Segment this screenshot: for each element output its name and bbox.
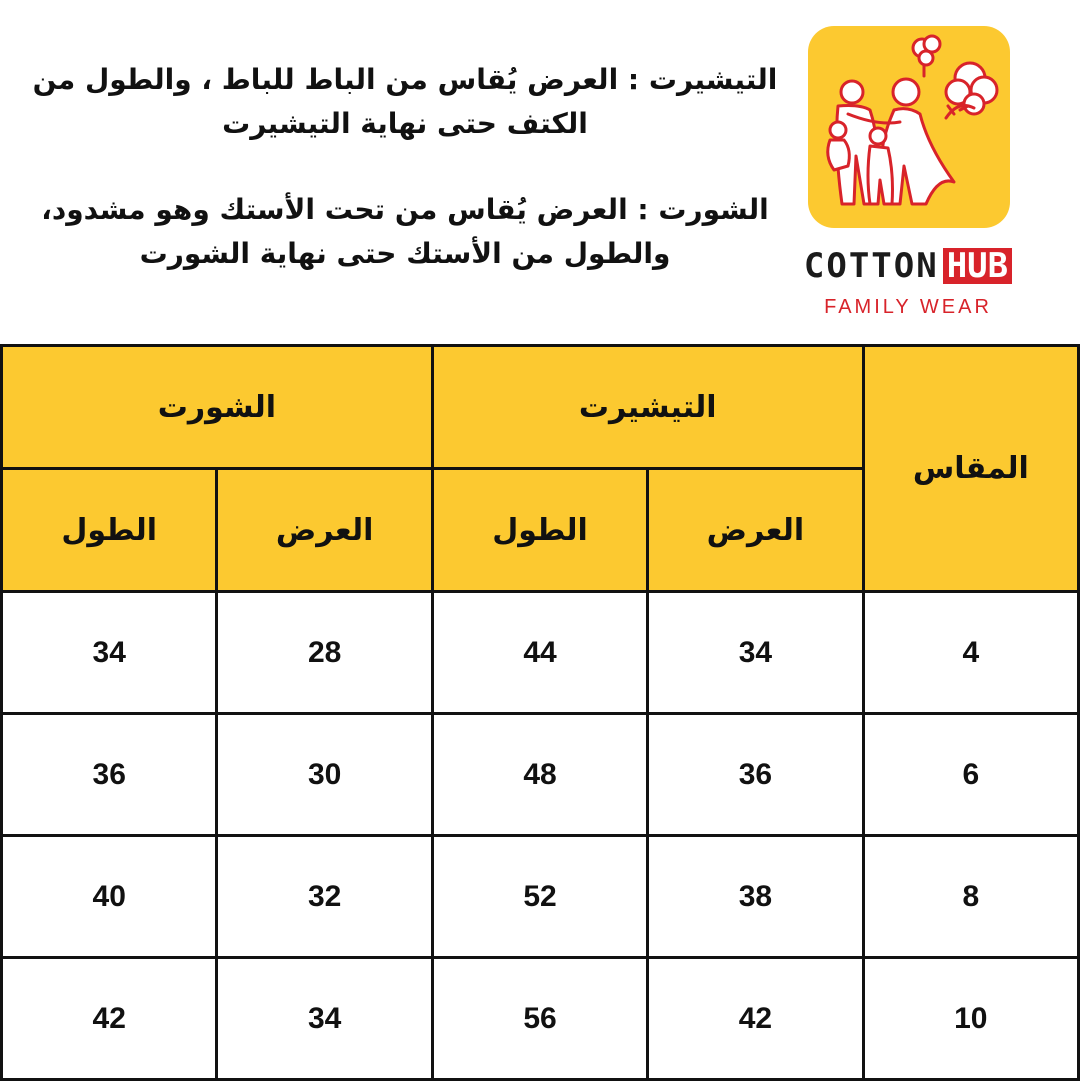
tshirt-length-header: الطول (432, 469, 647, 592)
table-row (2, 958, 1079, 1080)
shorts-measure-note: الشورت : العرض يُقاس من تحت الأستك وهو مشدود، والطول من الأستك حتى نهاية الشورت (41, 193, 769, 270)
tshirt-length-cell: 56 (432, 958, 647, 1080)
family-with-cotton-flower-icon (808, 26, 1010, 228)
size-cell: 8 (863, 836, 1078, 958)
shorts-width-header: العرض (217, 469, 432, 592)
shorts-group-header: الشورت (2, 346, 433, 469)
logo-badge (808, 26, 1010, 228)
size-column-header: المقاس (863, 346, 1078, 592)
tshirt-width-header: العرض (648, 469, 863, 592)
size-chart-table (0, 344, 1080, 1081)
cotton-hub-logo (790, 24, 1026, 324)
shorts-width-cell: 28 (217, 592, 432, 714)
brand-tagline: FAMILY WEAR (824, 296, 992, 318)
shorts-width-cell: 30 (217, 714, 432, 836)
tshirt-measure-note: التيشيرت : العرض يُقاس من الباط للباط ، والطول من الكتف حتى نهاية التيشيرت (32, 63, 778, 140)
shorts-length-cell: 40 (2, 836, 217, 958)
brand-name (790, 246, 1026, 286)
size-cell: 10 (863, 958, 1078, 1080)
size-cell: 4 (863, 592, 1078, 714)
table-header-row (2, 346, 1079, 469)
tshirt-width-cell: 42 (648, 958, 863, 1080)
shorts-length-header: الطول (2, 469, 217, 592)
table-row (2, 592, 1079, 714)
table-row (2, 714, 1079, 836)
tshirt-width-cell: 34 (648, 592, 863, 714)
tshirt-group-header: التيشيرت (432, 346, 863, 469)
shorts-length-cell: 36 (2, 714, 217, 836)
shorts-length-cell: 34 (2, 592, 217, 714)
tshirt-width-cell: 36 (648, 714, 863, 836)
brand-name-main: COTTON (803, 246, 939, 286)
size-cell: 6 (863, 714, 1078, 836)
tshirt-length-cell: 44 (432, 592, 647, 714)
shorts-width-cell: 34 (217, 958, 432, 1080)
shorts-width-cell: 32 (217, 836, 432, 958)
tshirt-length-cell: 52 (432, 836, 647, 958)
tshirt-width-cell: 38 (648, 836, 863, 958)
table-row (2, 836, 1079, 958)
size-notes (20, 58, 790, 318)
shorts-length-cell: 42 (2, 958, 217, 1080)
tshirt-length-cell: 48 (432, 714, 647, 836)
brand-name-accent: HUB (943, 248, 1012, 284)
